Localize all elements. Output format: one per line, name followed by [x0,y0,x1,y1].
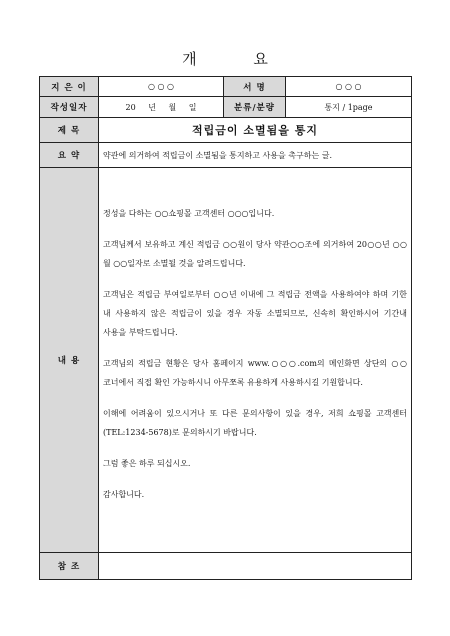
content-label: 내 용 [40,168,99,553]
content-body [99,168,412,553]
reference-row [40,553,412,580]
author-label: 지 은 이 [40,77,99,97]
signature-label: 서 명 [224,77,286,97]
date-row [40,97,412,118]
category-value: 통지 / 1page [286,97,412,118]
category-label: 분류/분량 [224,97,286,118]
content-paragraph: 감사합니다. [103,490,145,499]
date-value: 20 년 월 일 [99,97,224,118]
content-paragraph: 그럼 좋은 하루 되십시오. [103,459,191,468]
content-paragraph: 고객님은 적립금 부여일로부터 ○○년 이내에 그 적립금 전액을 사용하여야 하며 기한 내 사용하지 않은 적립금이 있을 경우 자동 소멸되므로, 신속히 확인하시어 기간내 사용을 부탁드립니다. [103,290,407,337]
reference-label: 참 조 [40,553,99,580]
content-paragraph: 고객님께서 보유하고 계신 적립금 ○○원이 당사 약관○○조에 의거하여 20○○년 ○○월 ○○일자로 소멸될 것을 알려드립니다. [103,240,407,268]
reference-value [99,553,412,580]
subject-row [40,118,412,143]
author-value: ○ ○ ○ [99,77,224,97]
content-paragraph: 정성을 다하는 ○○쇼핑몰 고객센터 ○○○입니다. [103,209,275,218]
content-paragraph: 이해에 어려움이 있으시거나 또 다른 문의사항이 있을 경우, 저희 쇼핑몰 고객센터(TEL:1234-5678)로 문의하시기 바랍니다. [103,409,407,437]
document-title: 개 요 [182,50,294,68]
subject-label: 제 목 [40,118,99,143]
date-label: 작성일자 [40,97,99,118]
content-paragraph: 고객님의 적립금 현황은 당사 홈페이지 www.○○○.com의 메인화면 상단의 ○○코너에서 직접 확인 가능하시니 아무쪼록 유용하게 사용하시길 기원합니다. [103,359,407,387]
subject-value: 적립금이 소멸됨을 통지 [99,118,412,143]
summary-value: 약관에 의거하여 적립금이 소멸됨을 통지하고 사용을 촉구하는 글. [99,143,412,168]
author-row [40,77,412,97]
summary-form-table [39,76,412,580]
summary-label: 요 약 [40,143,99,168]
signature-value: ○ ○ ○ [286,77,412,97]
summary-row [40,143,412,168]
content-row [40,168,412,553]
